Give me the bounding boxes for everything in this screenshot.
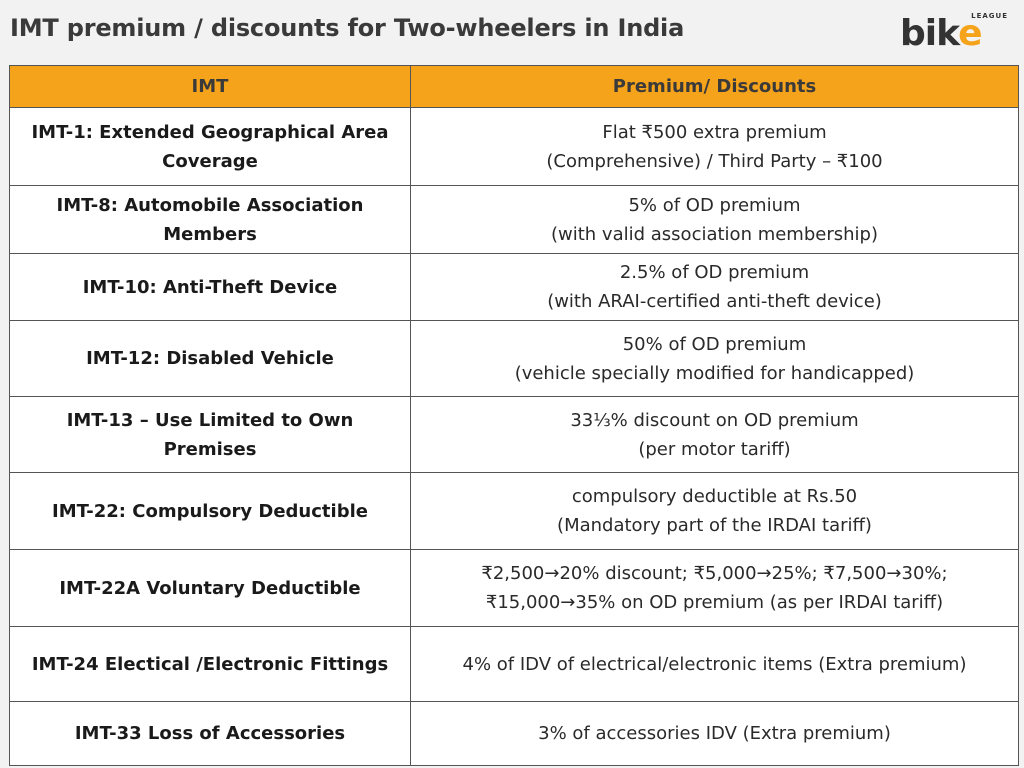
logo-letter: e (958, 13, 982, 54)
table-row (10, 186, 1019, 254)
imt-label: IMT-22: Compulsory Deductible (52, 500, 368, 522)
premium-text: ₹2,500→20% discount; ₹5,000→25%; ₹7,500→30%; (481, 563, 948, 584)
imt-label: IMT-8: Automobile Association (56, 194, 364, 216)
table-row (10, 627, 1019, 702)
premium-cell (411, 321, 1019, 397)
page-title: IMT premium / discounts for Two-wheelers in India (10, 14, 685, 42)
imt-label: IMT-1: Extended Geographical Area (31, 121, 389, 143)
table-row (10, 397, 1019, 473)
premium-cell (411, 627, 1019, 702)
premium-cell (411, 186, 1019, 254)
header-premium: Premium/ Discounts (411, 66, 1019, 108)
imt-label: IMT-10: Anti-Theft Device (82, 276, 338, 298)
premium-text: (vehicle specially modified for handicapped) (514, 362, 915, 384)
premium-text: (per motor tariff) (638, 438, 791, 460)
premium-cell (411, 108, 1019, 186)
imt-label: Members (163, 223, 257, 245)
imt-cell (10, 550, 411, 627)
premium-text: ₹15,000→35% on OD premium (as per IRDAI tariff) (485, 592, 944, 613)
imt-cell (10, 108, 411, 186)
logo-letter: k (936, 13, 959, 54)
header (0, 0, 1024, 64)
premium-cell (411, 397, 1019, 473)
table-row (10, 254, 1019, 321)
imt-label: Coverage (162, 150, 258, 172)
premium-text: compulsory deductible at Rs.50 (571, 486, 858, 507)
table-row (10, 321, 1019, 397)
premium-text: 4% of IDV of electrical/electronic items (Extra premium) (462, 653, 967, 675)
premium-text: (with ARAI-certified anti-theft device) (547, 291, 882, 312)
premium-text: 5% of OD premium (628, 194, 801, 216)
premium-text: 33⅓% discount on OD premium (570, 409, 859, 431)
imt-table (9, 65, 1019, 766)
bike-league-logo (900, 12, 1012, 54)
premium-cell (411, 702, 1019, 766)
imt-cell (10, 186, 411, 254)
table-row (10, 550, 1019, 627)
imt-cell (10, 254, 411, 321)
premium-text: (Mandatory part of the IRDAI tariff) (557, 515, 872, 536)
imt-cell (10, 627, 411, 702)
imt-label: IMT-13 – Use Limited to Own (66, 409, 354, 431)
imt-cell (10, 473, 411, 550)
premium-text: (with valid association membership) (551, 223, 878, 245)
imt-label: IMT-24 Electical /Electronic Fittings (31, 653, 389, 675)
table-row (10, 702, 1019, 766)
premium-text: (Comprehensive) / Third Party – ₹100 (546, 150, 883, 172)
table-header-row (10, 66, 1019, 108)
logo-letter: b (900, 13, 925, 54)
imt-cell (10, 397, 411, 473)
premium-cell (411, 473, 1019, 550)
imt-label: IMT-22A Voluntary Deductible (59, 577, 361, 599)
logo-letter: i (924, 13, 937, 54)
premium-text: Flat ₹500 extra premium (602, 121, 827, 143)
logo-subtext: LEAGUE (971, 12, 1008, 20)
imt-cell (10, 702, 411, 766)
premium-text: 2.5% of OD premium (619, 262, 810, 283)
premium-text: 50% of OD premium (622, 333, 807, 355)
table-row (10, 473, 1019, 550)
header-imt: IMT (10, 66, 411, 108)
premium-cell (411, 550, 1019, 627)
logo-word (900, 14, 982, 54)
premium-text: 3% of accessories IDV (Extra premium) (538, 723, 891, 744)
table-row (10, 108, 1019, 186)
imt-label: IMT-33 Loss of Accessories (74, 723, 346, 744)
premium-cell (411, 254, 1019, 321)
imt-label: IMT-12: Disabled Vehicle (86, 348, 334, 369)
imt-label: Premises (163, 438, 257, 460)
imt-cell (10, 321, 411, 397)
